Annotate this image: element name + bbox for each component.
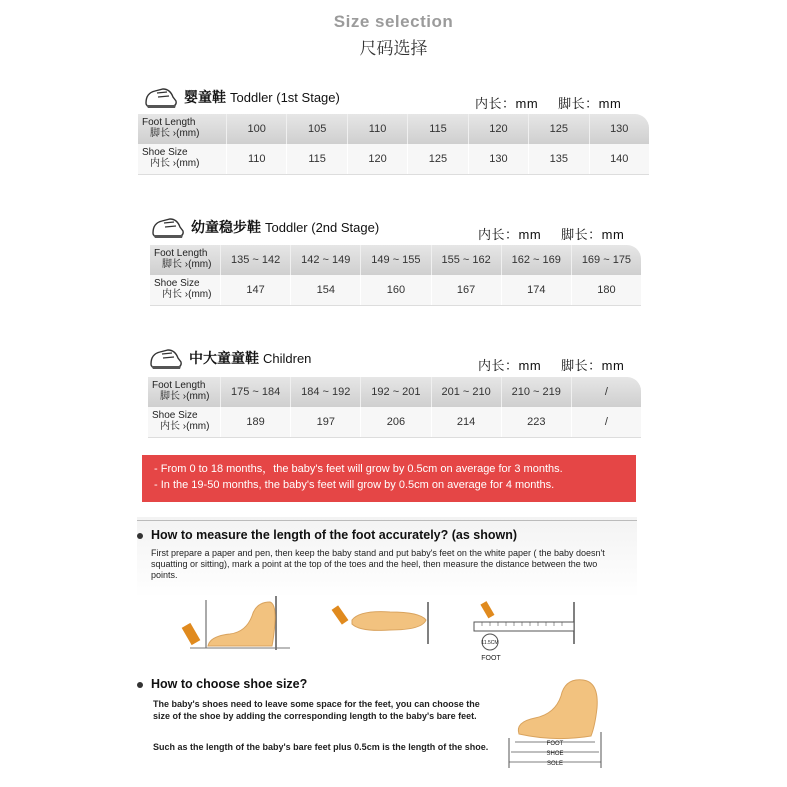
- table-cell: 169 ~ 175: [571, 245, 641, 275]
- table-cell: 160: [360, 275, 430, 305]
- size-table-stage2: [150, 245, 641, 306]
- table-cell: 130: [589, 114, 649, 144]
- table-cell: 174: [501, 275, 571, 305]
- table-cell: 189: [220, 407, 290, 437]
- table-cell: 142 ~ 149: [290, 245, 360, 275]
- table-cell: 192 ~ 201: [360, 377, 430, 407]
- row-label-cn: 脚长 ›(mm): [162, 259, 212, 270]
- section-name-cn: 中大童童鞋: [189, 350, 259, 366]
- foot-shoe-sole-diagram: [505, 672, 605, 772]
- table-cell: 115: [407, 114, 467, 144]
- foot-length-row: [138, 114, 649, 144]
- section-name-cn: 幼童稳步鞋: [191, 219, 261, 235]
- row-label-en: Shoe Size: [142, 147, 188, 158]
- shoe-size-row: [150, 275, 641, 306]
- growth-note-line: - From 0 to 18 months，the baby's feet will grow by 0.5cm on average for 3 months.: [154, 463, 563, 475]
- table-cell: /: [571, 377, 641, 407]
- row-label-en: Shoe Size: [152, 410, 198, 421]
- row-label-en: Foot Length: [154, 248, 208, 259]
- measure-heading: How to measure the length of the foot accurately? (as shown): [137, 528, 517, 542]
- section-name-en: Children: [263, 351, 312, 366]
- children-shoe-icon: [148, 344, 184, 372]
- choose-text-1: The baby's shoes need to leave some space for the feet, you can choose the size of the shoe by adding the corresponding length to the baby's bare feet.: [153, 699, 480, 721]
- table-cell: 149 ~ 155: [360, 245, 430, 275]
- table-cell: 167: [431, 275, 501, 305]
- row-label-en: Foot Length: [152, 380, 206, 391]
- table-cell: 130: [468, 144, 528, 174]
- diagram-label-sole: SOLE: [546, 761, 564, 767]
- growth-note-box: [142, 455, 636, 502]
- units-stage1: [475, 93, 621, 112]
- table-cell: 197: [290, 407, 360, 437]
- growth-note-line: - In the 19-50 months, the baby's feet will grow by 0.5cm on average for 4 months.: [154, 479, 555, 491]
- table-cell: 223: [501, 407, 571, 437]
- units-foot: 脚长：mm: [561, 358, 625, 373]
- table-cell: 206: [360, 407, 430, 437]
- section-name-en: Toddler (1st Stage): [230, 90, 340, 105]
- row-label-cn: 脚长 ›(mm): [160, 391, 210, 402]
- table-cell: 184 ~ 192: [290, 377, 360, 407]
- table-cell: 135 ~ 142: [220, 245, 290, 275]
- section-name-en: Toddler (2nd Stage): [265, 220, 380, 235]
- foot-top-view-illustration: [330, 600, 440, 646]
- measure-instructions: First prepare a paper and pen, then keep the baby stand and put baby's feet on the white paper ( the baby doesn't squatting or sitting), mark a point at the top of the toes and the heel, then measure the distance between the two points.: [151, 548, 605, 580]
- table-cell: 135: [528, 144, 588, 174]
- section-name-cn: 婴童鞋: [184, 89, 226, 105]
- toddler-shoe-icon: [143, 83, 179, 111]
- diagram-label-shoe: SHOE: [546, 751, 564, 757]
- table-cell: 155 ~ 162: [431, 245, 501, 275]
- table-cell: 180: [571, 275, 641, 305]
- row-label-cn: 内长 ›(mm): [162, 289, 212, 300]
- table-cell: /: [571, 407, 641, 437]
- choose-text-2: Such as the length of the baby's bare feet plus 0.5cm is the length of the shoe.: [153, 742, 489, 752]
- table-cell: 100: [226, 114, 286, 144]
- table-cell: 105: [286, 114, 346, 144]
- table-cell: 214: [431, 407, 501, 437]
- diagram-label-foot: FOOT: [546, 741, 564, 747]
- table-cell: 140: [589, 144, 649, 174]
- shoe-size-row: [148, 407, 641, 438]
- table-cell: 120: [468, 114, 528, 144]
- foot-length-row: [148, 377, 641, 407]
- bullet-icon: [137, 533, 143, 539]
- ruler-measure-illustration: [470, 600, 585, 665]
- units-foot: 脚长：mm: [558, 96, 622, 111]
- units-children: [478, 355, 624, 374]
- size-table-stage1: [138, 114, 649, 175]
- page-title-en: Size selection: [333, 12, 454, 31]
- table-cell: 162 ~ 169: [501, 245, 571, 275]
- table-cell: 210 ~ 219: [501, 377, 571, 407]
- toddler-shoe-icon: [150, 213, 186, 241]
- foot-side-view-illustration: [180, 592, 300, 654]
- table-cell: 175 ~ 184: [220, 377, 290, 407]
- units-inner: 内长：mm: [475, 96, 539, 111]
- ruler-reading: 11.5CM: [481, 640, 499, 646]
- table-cell: 120: [347, 144, 407, 174]
- section-header-children: [148, 343, 311, 373]
- table-cell: 201 ~ 210: [431, 377, 501, 407]
- page-title-cn: 尺码选择: [359, 39, 428, 58]
- row-label-cn: 脚长 ›(mm): [150, 128, 200, 139]
- table-cell: 110: [226, 144, 286, 174]
- section-header-stage1: [143, 82, 340, 112]
- foot-length-row: [150, 245, 641, 275]
- choose-heading: How to choose shoe size?: [137, 677, 307, 691]
- units-inner: 内长：mm: [478, 358, 542, 373]
- table-cell: 125: [528, 114, 588, 144]
- units-stage2: [478, 224, 624, 243]
- table-cell: 110: [347, 114, 407, 144]
- row-label-cn: 内长 ›(mm): [160, 421, 210, 432]
- units-foot: 脚长：mm: [561, 227, 625, 242]
- row-label-en: Foot Length: [142, 117, 196, 128]
- table-cell: 154: [290, 275, 360, 305]
- table-cell: 115: [286, 144, 346, 174]
- section-header-stage2: [150, 212, 379, 242]
- row-label-cn: 内长 ›(mm): [150, 158, 200, 169]
- shoe-size-row: [138, 144, 649, 175]
- size-table-children: [148, 377, 641, 438]
- bullet-icon: [137, 682, 143, 688]
- units-inner: 内长：mm: [478, 227, 542, 242]
- table-cell: 147: [220, 275, 290, 305]
- divider: [137, 520, 637, 521]
- row-label-en: Shoe Size: [154, 278, 200, 289]
- table-cell: 125: [407, 144, 467, 174]
- foot-caption: FOOT: [481, 655, 501, 662]
